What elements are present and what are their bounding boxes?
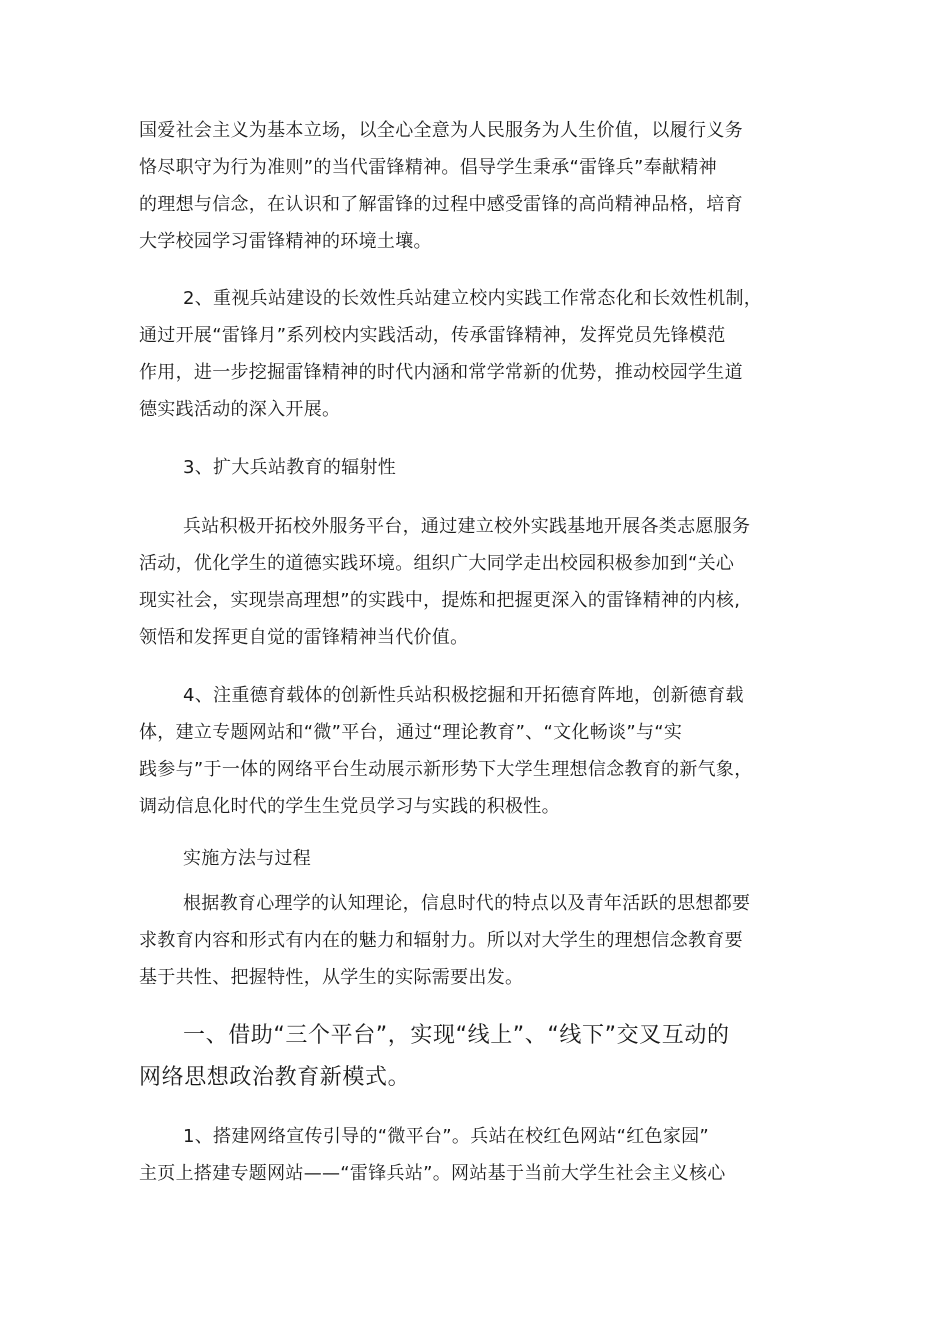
text-line: 兵站积极开拓校外服务平台，通过建立校外实践基地开展各类志愿服务 <box>183 516 751 537</box>
text-line: 求教育内容和形式有内在的魅力和辐射力。所以对大学生的理想信念教育要 <box>139 930 743 951</box>
text-line: 恪尽职守为行为准则”的当代雷锋精神。倡导学生秉承“雷锋兵”奉献精神 <box>139 157 717 178</box>
text-line: 国爱社会主义为基本立场，以全心全意为人民服务为人生价值，以履行义务 <box>139 120 743 141</box>
text-line: 大学校园学习雷锋精神的环境土壤。 <box>139 231 432 252</box>
chapter-heading: 一、借助“三个平台”，实现“线上”、“线下”交叉互动的 <box>183 1023 730 1048</box>
text-line: 践参与”于一体的网络平台生动展示新形势下大学生理想信念教育的新气象， <box>139 759 753 780</box>
text-line: 现实社会，实现崇高理想”的实践中，提炼和把握更深入的雷锋精神的内核, <box>139 590 741 611</box>
text-line: 作用，进一步挖掘雷锋精神的时代内涵和常学常新的优势，推动校园学生道 <box>139 362 743 383</box>
text-line: 1、搭建网络宣传引导的“微平台”。兵站在校红色网站“红色家园” <box>183 1126 710 1147</box>
text-line: 基于共性、把握特性，从学生的实际需要出发。 <box>139 967 524 988</box>
text-line: 2、重视兵站建设的长效性兵站建立校内实践工作常态化和长效性机制， <box>183 288 763 309</box>
section-heading: 实施方法与过程 <box>183 848 312 869</box>
text-line: 体，建立专题网站和“微”平台，通过“理论教育”、“文化畅谈”与“实 <box>139 722 683 743</box>
text-line: 德实践活动的深入开展。 <box>139 399 341 420</box>
text-line: 活动，优化学生的道德实践环境。组织广大同学走出校园积极参加到“关心 <box>139 553 735 574</box>
text-line: 通过开展“雷锋月”系列校内实践活动，传承雷锋精神，发挥党员先锋模范 <box>139 325 726 346</box>
text-line: 领悟和发挥更自觉的雷锋精神当代价值。 <box>139 627 469 648</box>
text-line: 调动信息化时代的学生生党员学习与实践的积极性。 <box>139 796 560 817</box>
text-line: 根据教育心理学的认知理论，信息时代的特点以及青年活跃的思想都要 <box>183 893 751 914</box>
section-heading: 3、扩大兵站教育的辐射性 <box>183 457 397 478</box>
text-line: 4、注重德育载体的创新性兵站积极挖掘和开拓德育阵地，创新德育载 <box>183 685 744 706</box>
chapter-heading: 网络思想政治教育新模式。 <box>139 1065 411 1090</box>
text-line: 主页上搭建专题网站——“雷锋兵站”。网站基于当前大学生社会主义核心 <box>139 1163 726 1184</box>
text-line: 的理想与信念，在认识和了解雷锋的过程中感受雷锋的高尚精神品格，培育 <box>139 194 743 215</box>
